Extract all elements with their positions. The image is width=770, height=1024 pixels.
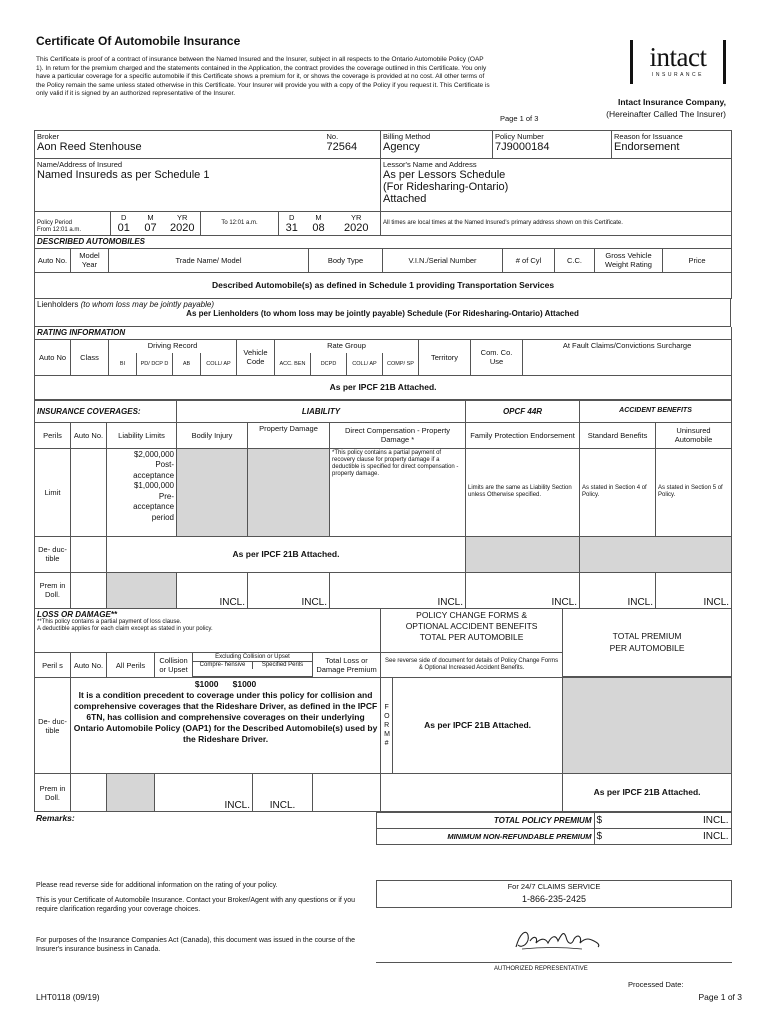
loss-comprehensive: Compre- hensive: [193, 662, 253, 669]
rating-rate-group: Rate Group: [275, 339, 419, 353]
rating-coll-ap: COLL/ AP: [201, 353, 237, 375]
signature-underline: [522, 948, 582, 950]
col-cc: C.C.: [555, 248, 595, 272]
broker-name: Aon Reed Stenhouse: [37, 141, 142, 153]
change-forms-cell: [381, 609, 563, 653]
to-day-cell: [279, 212, 305, 236]
cov-prem-uninsured: INCL.: [656, 572, 732, 608]
loss-note-2: A deductible applies for each claim except as stated in your policy.: [37, 625, 213, 632]
insured-table: [34, 159, 732, 212]
rating-com-use: Com. Co. Use: [471, 339, 523, 375]
limit-line-7: period: [151, 512, 175, 522]
broker-no-label: No.: [326, 132, 339, 141]
loss-prem-forms: [381, 774, 563, 812]
billing-cell: [381, 131, 493, 159]
loss-excluding: [193, 653, 313, 677]
cov-bodily: Bodily Injury: [177, 422, 248, 448]
cov-prem-bodily: INCL.: [177, 572, 248, 608]
loss-table: [34, 609, 732, 813]
loss-all-perils: All Perils: [107, 653, 155, 678]
rating-table: [34, 327, 732, 400]
remarks-label: Remarks:: [34, 813, 376, 845]
billing-label: Billing Method: [383, 132, 431, 141]
from-day-cell: [111, 212, 137, 236]
cov-prem-label: Prem in Doll.: [35, 572, 71, 608]
insured-value: Named Insureds as per Schedule 1: [37, 169, 210, 181]
loss-note-1: **This policy contains a partial payment of loss clause.: [37, 618, 182, 625]
loss-prem-comprehensive: INCL.: [253, 774, 313, 812]
loss-attached: As per IPCF 21B Attached.: [393, 678, 563, 774]
rating-pd-dcpd: PD/ DCP D: [137, 353, 173, 375]
col-gvw: Gross Vehicle Weight Rating: [595, 248, 663, 272]
cov-family-note: Limits are the same as Liability Section unless Otherwise specified.: [466, 448, 580, 536]
lessor-line-1: As per Lessors Schedule: [383, 169, 506, 181]
claims-label: For 24/7 CLAIMS SERVICE: [507, 882, 601, 891]
limit-line-4: $1,000,000: [133, 481, 175, 490]
form-number: FORM#: [381, 678, 393, 774]
cov-prem-auto: [71, 572, 107, 608]
coverages-header: INSURANCE COVERAGES:: [35, 400, 177, 422]
lessor-line-3: Attached: [383, 193, 427, 205]
processed-date-label: Processed Date:: [628, 980, 684, 989]
col-trade-name: Trade Name/ Model: [109, 248, 309, 272]
col-vin: V.I.N./Serial Number: [383, 248, 503, 272]
from-month-cell: [137, 212, 165, 236]
cov-property: Property Damage: [248, 422, 330, 448]
rating-acc-ben: ACC. BEN: [275, 353, 311, 375]
cov-perils: Perils: [35, 422, 71, 448]
cov-prem-standard: INCL.: [580, 572, 656, 608]
broker-table: [34, 130, 732, 159]
rating-ab: AB: [173, 353, 201, 375]
accident-header: ACCIDENT BENEFITS: [580, 400, 732, 422]
rating-header: RATING INFORMATION: [35, 327, 732, 339]
to-year: 2020: [344, 221, 369, 234]
loss-prem-all: [107, 774, 155, 812]
to-day: 31: [285, 221, 298, 234]
lienholders-note: (to whom loss may be jointly payable): [80, 299, 214, 309]
page-number-bottom: Page 1 of 3: [698, 992, 742, 1002]
loss-prem-collision: INCL.: [155, 774, 253, 812]
total-premium-1: TOTAL PREMIUM: [612, 631, 682, 642]
rating-bi: BI: [109, 353, 137, 375]
loss-prem-auto: [71, 774, 107, 812]
loss-header: LOSS OR DAMAGE**: [37, 609, 118, 619]
loss-total: Total Loss or Damage Premium: [313, 653, 381, 678]
intro-text: This Certificate is proof of a contract of insurance between the Named Insured and the Insurer, subject in all respects to the Ontario Automobile Policy (OAP 1). In return for the premium charged and the statements contained in the Application, the contract provides the coverage outlined in this Certificate. You only have a particular coverage for a specific automobile if this Certificate shows a premium for it, or shows the coverage is provided at no cost. All other terms of the Policy remain the same unless stated otherwise in this Certificate. Your Insurer will provide you with a copy of the Policy if you request it. This Certificate is only valid if it is signed by an authorized representative of the Insurer.: [36, 56, 490, 97]
loss-auto-no: Auto No.: [71, 653, 107, 678]
rating-class: Class: [71, 339, 109, 375]
day-label-2: D: [289, 212, 295, 222]
month-label: M: [147, 212, 154, 222]
form-code: LHT0118 (09/19): [36, 992, 100, 1002]
insured-cell: [35, 159, 381, 211]
cov-limit-label: Limit: [35, 448, 71, 536]
to-label: To 12:01 a.m.: [201, 212, 279, 236]
col-body-type: Body Type: [309, 248, 383, 272]
loss-condition: It is a condition precedent to coverage under this policy for collision and comprehensive coverages that the Rideshare Driver, as defined in the IPCF 6TN, has collision and comprehensive coverages on their underlying Ontario Automobile Policy (OAP1) for the Described Automobile(s) used by the Rideshare Driver.: [73, 690, 378, 744]
minimum-label: MINIMUM NON-REFUNDABLE PREMIUM: [376, 829, 594, 845]
period-from-label: From 12:01 a.m.: [37, 227, 82, 233]
loss-deductible-label: De- duc- tible: [35, 678, 71, 774]
lienholders-value: As per Lienholders (to whom loss may be jointly payable) Schedule (For Ridesharing-Ontario) Attached: [186, 308, 579, 318]
limit-line-2: Post-: [155, 460, 175, 469]
reason-label: Reason for Issuance: [614, 132, 683, 141]
limit-line-5: Pre-: [158, 491, 175, 501]
lienholders-table: [34, 299, 731, 328]
policy-cell: [493, 131, 612, 159]
minimum-incl: INCL.: [702, 831, 729, 842]
signature: [512, 925, 602, 955]
reason-value: Endorsement: [614, 141, 680, 153]
total-policy-incl: INCL.: [702, 815, 729, 826]
change-forms-1: POLICY CHANGE FORMS &: [416, 609, 527, 620]
cov-direct: Direct Compensation - Property Damage *: [330, 422, 466, 448]
lienholders-label: Lienholders: [37, 299, 79, 309]
from-year-cell: [165, 212, 201, 236]
rating-vehicle-code: Vehicle Code: [237, 339, 275, 375]
described-schedule: Described Automobile(s) as defined in Schedule 1 providing Transportation Services: [35, 272, 732, 298]
cov-prem-direct: INCL.: [330, 572, 466, 608]
col-price: Price: [663, 248, 732, 272]
authorized-rep-label: AUTHORIZED REPRESENTATIVE: [494, 966, 588, 972]
certificate-note: This is your Certificate of Automobile Insurance. Contact your Broker/Agent with any questions or if you require clarification regarding your coverage choices.: [36, 897, 356, 913]
cov-limit-auto: [71, 448, 107, 536]
loss-collision: Collision or Upset: [155, 653, 193, 678]
claims-phone[interactable]: 1-866-235-2425: [521, 894, 587, 904]
loss-prem-label: Prem in Doll.: [35, 774, 71, 812]
cov-uninsured-note: As stated in Section 5 of Policy.: [656, 448, 732, 536]
excluding-label: Excluding Collision or Upset: [215, 654, 290, 660]
to-month-cell: [305, 212, 333, 236]
cov-prem-property: INCL.: [248, 572, 330, 608]
described-table: [34, 236, 732, 299]
broker-no-cell: [325, 131, 381, 159]
minimum-value: [594, 829, 731, 845]
insured-label: Name/Address of Insured: [37, 160, 123, 169]
cov-standard-note: As stated in Section 4 of Policy.: [580, 448, 656, 536]
loss-ded-2: $1000: [232, 679, 257, 689]
cov-liability-limits: Liability Limits: [107, 422, 177, 448]
from-month: 07: [144, 221, 157, 234]
cov-deductible-value: As per IPCF 21B Attached.: [107, 536, 466, 572]
broker-label: Broker: [37, 132, 60, 141]
cov-auto-no: Auto No.: [71, 422, 107, 448]
loss-see-reverse: See reverse side of document for details of Policy Change Forms & Optional Increased Accident Benefits.: [381, 653, 563, 678]
lienholders-cell: [35, 299, 731, 327]
rating-attached: As per IPCF 21B Attached.: [35, 375, 732, 399]
opcf-header: OPCF 44R: [466, 400, 580, 422]
signature-stroke: [516, 932, 599, 947]
lessor-label: Lessor's Name and Address: [383, 160, 477, 169]
rating-at-fault: At Fault Claims/Convictions Surcharge: [523, 339, 732, 375]
cov-deductible-accident: [580, 536, 732, 572]
rating-comp-sp: COMP/ SP: [383, 353, 419, 375]
limit-line-1: $2,000,000: [133, 449, 175, 459]
rating-auto-no: Auto No: [35, 339, 71, 375]
loss-perils: Peril s: [35, 653, 71, 678]
intact-logo: [630, 40, 726, 84]
total-policy-dollar: $: [596, 815, 603, 826]
year-label: YR: [177, 212, 188, 222]
lessor-cell: [381, 159, 732, 211]
signature-line: [376, 962, 732, 963]
cov-limit-values: [107, 448, 177, 536]
cov-family: Family Protection Endorsement: [466, 422, 580, 448]
col-auto-no: Auto No.: [35, 248, 71, 272]
policy-number: 7J9000184: [495, 141, 550, 153]
change-forms-2: OPTIONAL ACCIDENT BENEFITS: [405, 620, 538, 631]
cov-prem-limits: [107, 572, 177, 608]
from-day: 01: [117, 221, 130, 234]
cov-uninsured: Uninsured Automobile: [656, 422, 732, 448]
month-label-2: M: [315, 212, 322, 222]
cov-limit-property: [248, 448, 330, 536]
from-year: 2020: [170, 221, 195, 234]
company-subtitle: (Hereinafter Called The Insurer): [606, 109, 726, 119]
lessor-line-2: (For Ridesharing-Ontario): [383, 181, 509, 193]
total-premium-cell: [563, 609, 732, 677]
change-forms-3: TOTAL PER AUTOMOBILE: [419, 631, 524, 642]
cov-deductible-auto: [71, 536, 107, 572]
cov-limit-bodily: [177, 448, 248, 536]
liability-header: LIABILITY: [177, 400, 466, 422]
to-month: 08: [312, 221, 325, 234]
total-policy-value: [594, 813, 731, 829]
period-note: All times are local times at the Named Insured's primary address shown on this Certificate.: [381, 212, 732, 236]
loss-prem-attached: As per IPCF 21B Attached.: [563, 774, 732, 812]
total-premium-2: PER AUTOMOBILE: [609, 643, 685, 654]
company-name: Intact Insurance Company,: [617, 97, 726, 107]
rating-driving-record: Driving Record: [109, 339, 237, 353]
col-model-year: Model Year: [71, 248, 109, 272]
col-cyl: # of Cyl: [503, 248, 555, 272]
loss-ded-1: $1000: [194, 679, 219, 689]
loss-deductible-cell: [71, 678, 381, 774]
loss-prem-total: [313, 774, 381, 812]
certificate-form: [34, 130, 731, 845]
coverages-table: [34, 400, 732, 609]
logo-subtitle: INSURANCE: [652, 72, 704, 78]
rating-dcpd: DCPD: [311, 353, 347, 375]
total-policy-label: TOTAL POLICY PREMIUM: [376, 813, 594, 829]
cov-prem-family: INCL.: [466, 572, 580, 608]
cov-deductible-family: [466, 536, 580, 572]
day-label: D: [121, 212, 127, 222]
policy-label: Policy Number: [495, 132, 544, 141]
purposes-note: For purposes of the Insurance Companies Act (Canada), this document was issued in the course of the Insurer's insurance business in Canada.: [36, 937, 356, 953]
cov-standard: Standard Benefits: [580, 422, 656, 448]
reverse-note: Please read reverse side for additional information on the rating of your policy.: [36, 882, 278, 889]
loss-header-cell: [35, 609, 381, 653]
billing-value: Agency: [383, 141, 420, 153]
cov-deductible-label: De- duc- tible: [35, 536, 71, 572]
cov-direct-note: *This policy contains a partial payment of recovery clause for property damage if a deductible is specified for direct compensation - property damage.: [330, 448, 466, 536]
rating-coll-ap-2: COLL/ AP: [347, 353, 383, 375]
rating-territory: Territory: [419, 339, 471, 375]
limit-line-6: acceptance: [133, 502, 175, 511]
minimum-dollar: $: [596, 831, 603, 842]
broker-no: 72564: [326, 141, 358, 153]
logo-wordmark: intact: [649, 42, 707, 72]
reason-cell: [612, 131, 732, 159]
year-label-2: YR: [351, 212, 362, 222]
totals-table: [34, 812, 732, 845]
limit-line-3: acceptance: [133, 470, 175, 480]
described-header: DESCRIBED AUTOMOBILES: [35, 236, 732, 248]
period-label: Policy Period: [37, 220, 73, 226]
loss-specified: Specified Perils: [261, 662, 304, 668]
claims-box: [376, 880, 732, 908]
loss-total-gray: [563, 678, 732, 774]
period-label-cell: [35, 212, 111, 236]
document-title: Certificate Of Automobile Insurance: [36, 34, 241, 48]
page-number-top: Page 1 of 3: [500, 114, 539, 123]
to-year-cell: [333, 212, 381, 236]
broker-cell: [35, 131, 325, 159]
period-table: [34, 212, 732, 237]
